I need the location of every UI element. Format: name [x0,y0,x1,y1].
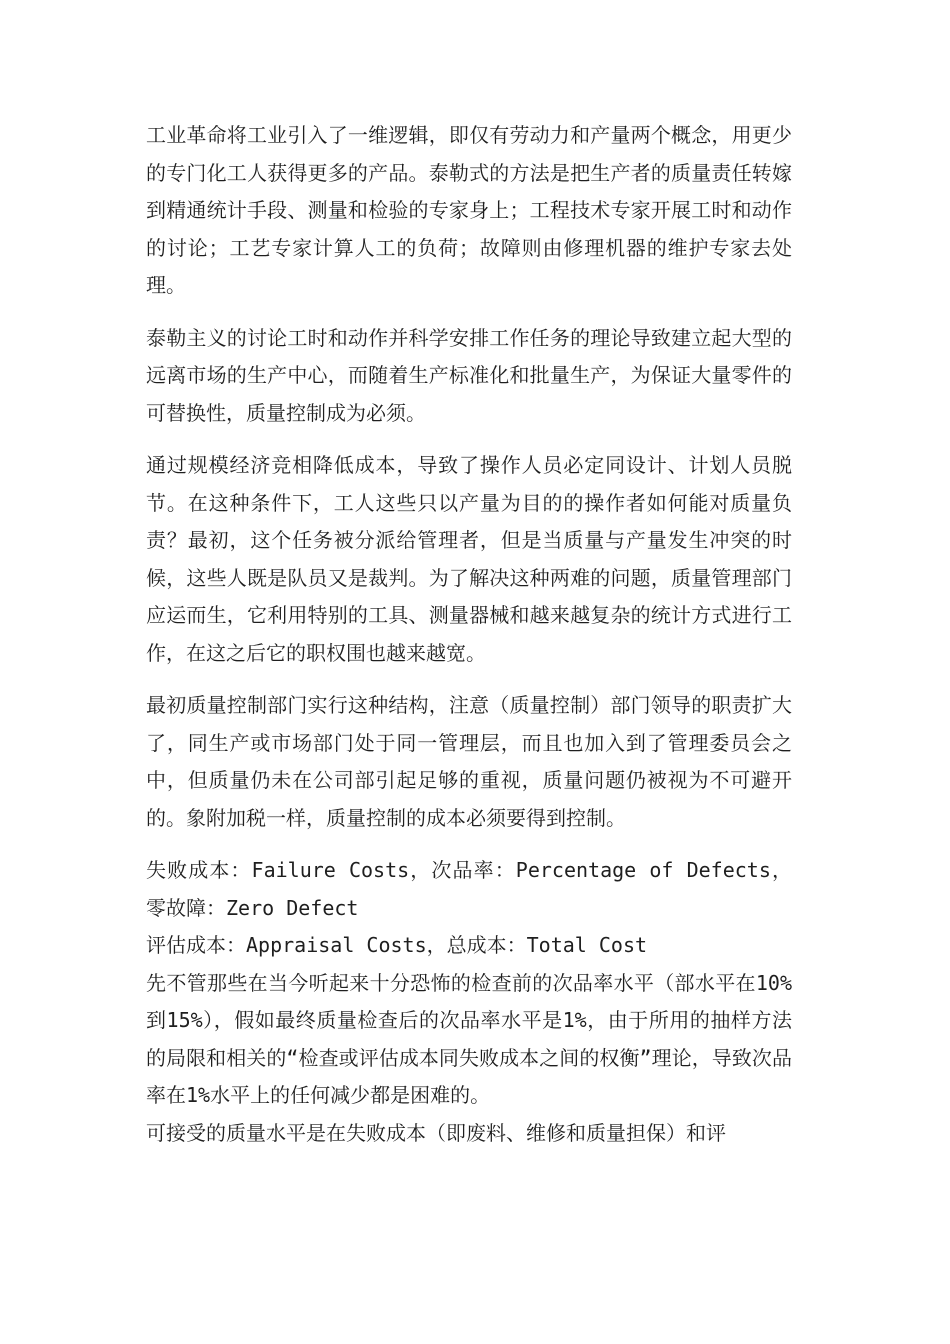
paragraph-terms-failure-costs: 失败成本：Failure Costs，次品率：Percentage of Defects，零故障：Zero Defect [146,858,792,920]
paragraph-terms-appraisal-costs: 评估成本：Appraisal Costs，总成本：Total Cost [146,933,648,957]
paragraph-defect-rate: 先不管那些在当今听起来十分恐怖的检查前的次品率水平（部水平在10%到15%），假如最终质量检查后的次品率水平是1%，由于所用的抽样方法的局限和相关的“检查或评估成本同失败成本之间的权衡”理论，导致次品率在1%水平上的任何减少都是困难的。 [146,970,792,1107]
paragraph-acceptable-quality-level: 可接受的质量水平是在失败成本（即废料、维修和质量担保）和评 [146,1120,726,1145]
paragraph-quality-control-department: 最初质量控制部门实行这种结构，注意（质量控制）部门领导的职责扩大了，同生产或市场部门处于同一管理层，而且也加入到了管理委员会之中，但质量仍未在公司部引起足够的重视，质量问题仍被视为不可避开的。象附加税一样，质量控制的成本必须要得到控制。 [146,693,792,830]
paragraph-economies-of-scale: 通过规模经济竞相降低成本，导致了操作人员必定同设计、计划人员脱节。在这种条件下，工人这些只以产量为目的的操作者如何能对质量负责？最初，这个任务被分派给管理者，但是当质量与产量发生冲突的时候，这些人既是队员又是裁判。为了解决这种两难的问题，质量管理部门应运而生，它利用特别的工具、测量器械和越来越复杂的统计方式进行工作，在这之后它的职权围也越来越宽。 [146,453,792,665]
document-body [146,117,792,1152]
paragraph-taylorism: 泰勒主义的讨论工时和动作并科学安排工作任务的理论导致建立起大型的远离市场的生产中心，而随着生产标准化和批量生产，为保证大量零件的可替换性，质量控制成为必须。 [146,325,792,425]
paragraph-industrial-revolution: 工业革命将工业引入了一维逻辑，即仅有劳动力和产量两个概念，用更少的专门化工人获得更多的产品。泰勒式的方法是把生产者的质量责任转嫁到精通统计手段、测量和检验的专家身上；工程技术专家开展工时和动作的讨论；工艺专家计算人工的负荷；故障则由修理机器的维护专家去处理。 [146,123,792,297]
